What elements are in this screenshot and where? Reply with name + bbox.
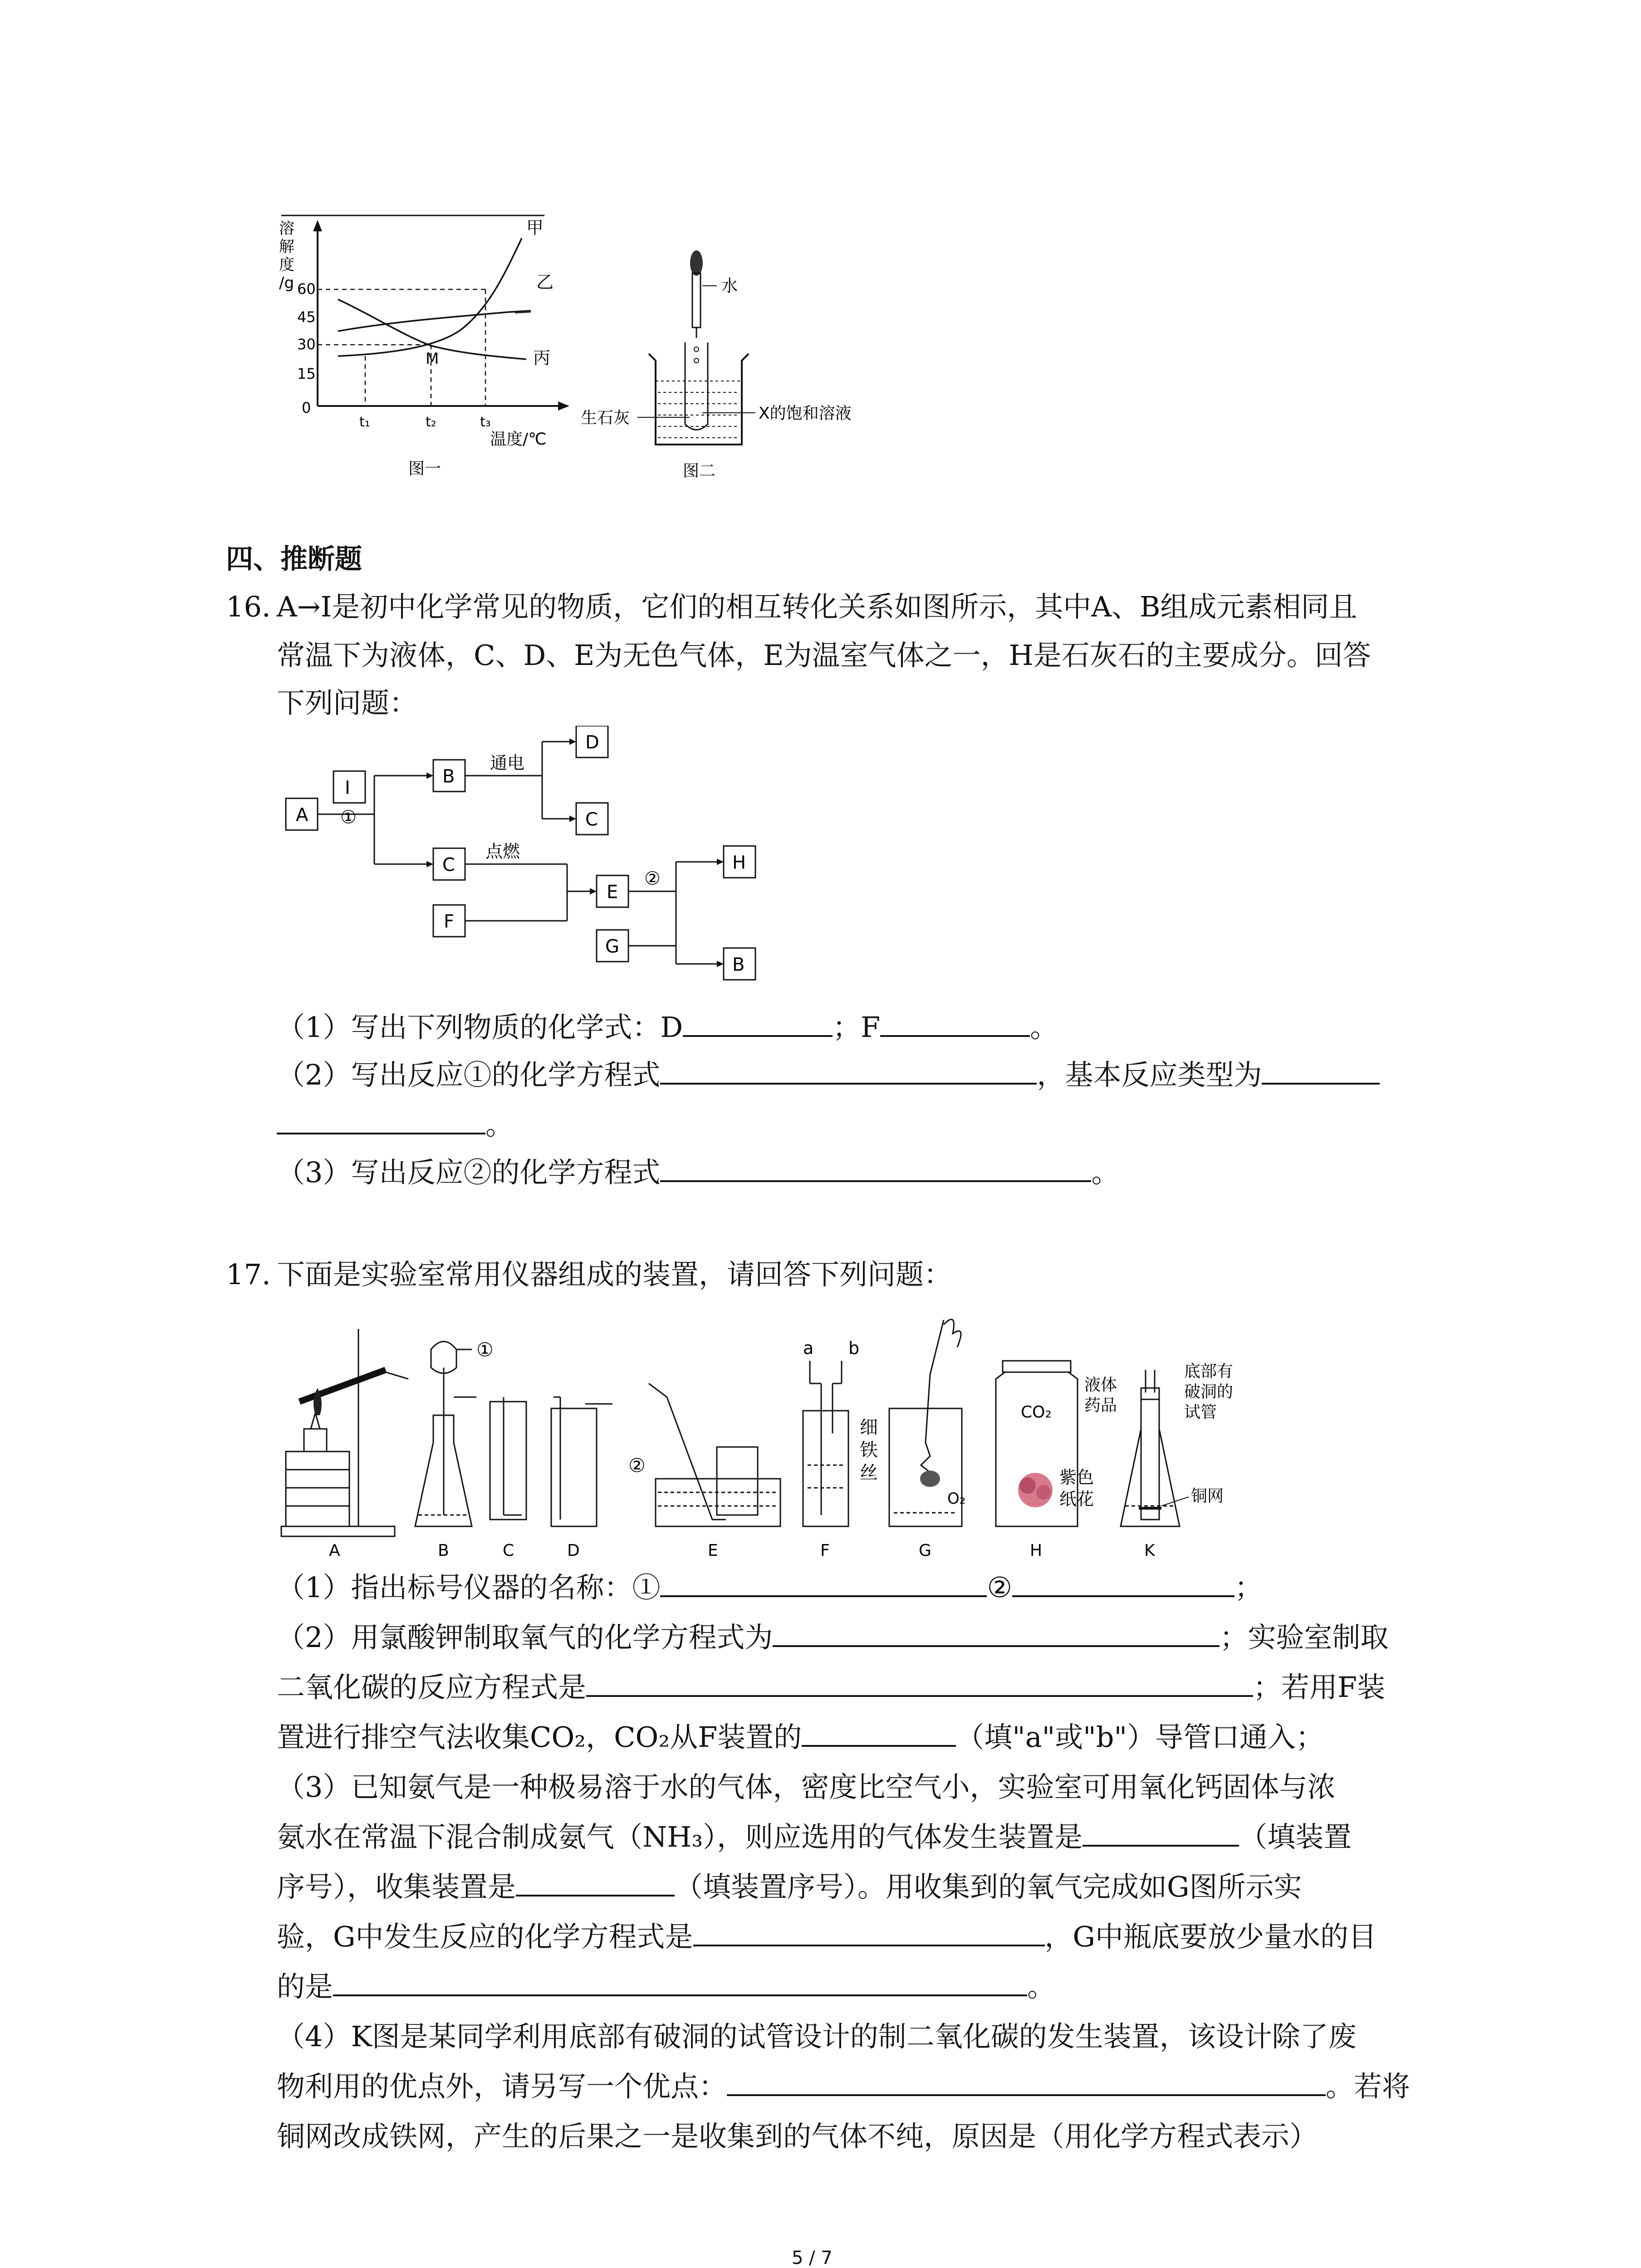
box-b: B: [442, 766, 455, 787]
x-tick-t2: t₂: [426, 414, 436, 430]
answer-blank-tube-port[interactable]: [802, 1718, 956, 1747]
figure-1-caption: 图一: [408, 459, 441, 478]
mark-2: ②: [628, 1454, 646, 1476]
answer-blank-reaction-type-b[interactable]: [277, 1105, 485, 1134]
answer-blank-reaction-type-a[interactable]: [1262, 1056, 1380, 1085]
x-tick-t1: t₁: [359, 414, 370, 430]
curve-jia: [338, 238, 522, 356]
q17-sub2-l2-a: 二氧化碳的反应方程式是: [277, 1671, 587, 1704]
box-d: D: [585, 732, 599, 753]
q16-sub1-text-b: ；F: [833, 1011, 881, 1044]
q17-sub3-line1: （3）已知氨气是一种极易溶于水的气体，密度比空气小，实验室可用氧化钙固体与浓: [277, 1770, 1336, 1804]
answer-blank-f[interactable]: [880, 1008, 1030, 1037]
q16-sub2-text-a: （2）写出反应①的化学方程式: [277, 1058, 661, 1091]
q17-sub3-l3-b: （填装置序号）。用收集到的氧气完成如G图所示实: [675, 1870, 1302, 1903]
q16-sub2-text-c: 。: [485, 1108, 514, 1141]
q16-sub3: [277, 1150, 1119, 1195]
q16-sub2-cont: [277, 1102, 514, 1148]
label-iron-3: 丝: [860, 1462, 878, 1483]
answer-blank-advantage[interactable]: [727, 2067, 1326, 2096]
q17-sub2-line1: [277, 1615, 1388, 1660]
beaker-diagram: [581, 245, 935, 490]
q16-sub3-text-a: （3）写出反应②的化学方程式: [277, 1156, 661, 1189]
answer-blank-equation-2[interactable]: [660, 1153, 1091, 1182]
answer-blank-water-purpose[interactable]: [333, 1967, 1027, 1996]
label-liquid-2: 药品: [1084, 1396, 1117, 1415]
y-tick-60: 60: [297, 280, 316, 298]
label-dianran: 点燃: [485, 841, 520, 861]
curve-label-yi: 乙: [536, 272, 554, 292]
box-a: A: [296, 805, 309, 826]
q16-number: 16.: [226, 590, 271, 623]
q17-number: 17.: [226, 1258, 271, 1291]
label-water: 水: [721, 277, 738, 295]
tube-a-label: a: [803, 1338, 814, 1358]
q17-sub2-l1-b: ；实验室制取: [1220, 1621, 1389, 1654]
answer-blank-g-equation[interactable]: [693, 1917, 1045, 1946]
label-iron-1: 细: [860, 1417, 878, 1438]
y-axis-label-3: 度: [279, 256, 294, 274]
label-tube-3: 试管: [1184, 1403, 1217, 1422]
q17-sub2-line3: [277, 1715, 1324, 1760]
label-iron-2: 铁: [860, 1440, 878, 1461]
answer-blank-kclo3-equation[interactable]: [773, 1618, 1220, 1647]
box-h: H: [732, 852, 746, 873]
box-c: C: [442, 855, 455, 875]
label-flower-2: 纸花: [1059, 1489, 1094, 1509]
label-tongdian: 通电: [490, 753, 525, 773]
q17-sub4-l2-a: 物利用的优点外，请另写一个优点：: [277, 2070, 727, 2103]
apparatus-label-e: E: [708, 1541, 718, 1560]
box-e: E: [607, 882, 618, 903]
figure-2-caption: 图二: [683, 462, 716, 480]
q17-sub3-l3-a: 序号），收集装置是: [277, 1870, 516, 1903]
answer-blank-generator[interactable]: [1083, 1818, 1239, 1847]
q17-sub2-l2-b: ；若用F装: [1253, 1671, 1386, 1704]
apparatus-label-f: F: [820, 1541, 830, 1560]
mark-1: ①: [476, 1339, 494, 1361]
y-tick-15: 15: [297, 365, 316, 382]
y-axis-label-2: 解: [279, 238, 294, 256]
q17-sub3-l4-a: 验，G中发生反应的化学方程式是: [277, 1920, 693, 1953]
q17-sub3-l5-a: 的是: [277, 1970, 333, 2003]
q16-flow-diagram: [277, 726, 798, 998]
box-c-top: C: [585, 809, 598, 830]
q17-sub1: [277, 1565, 1263, 1610]
q17-sub2-l3-b: （填"a"或"b"）导管口通入；: [956, 1721, 1324, 1754]
label-co2: CO₂: [1021, 1403, 1052, 1422]
apparatus-svg: [277, 1306, 1252, 1560]
answer-blank-equation-1[interactable]: [660, 1056, 1037, 1085]
q17-sub3-line2: [277, 1814, 1352, 1860]
y-axis-label-4: /g: [279, 274, 294, 292]
tube-b-label: b: [848, 1338, 860, 1358]
q16-flow-svg: [277, 726, 798, 998]
point-m: M: [426, 350, 439, 368]
solubility-chart: [254, 200, 590, 490]
reaction-2-label: ②: [644, 868, 661, 889]
label-quicklime: 生石灰: [581, 409, 630, 427]
label-tube-2: 破洞的: [1184, 1383, 1234, 1401]
box-g: G: [605, 936, 619, 957]
q17-sub1-text-a: （1）指出标号仪器的名称：①: [277, 1571, 661, 1604]
q17-sub2-line2: [277, 1665, 1385, 1710]
q16-sub3-text-b: 。: [1091, 1156, 1120, 1189]
answer-blank-collector[interactable]: [516, 1867, 675, 1897]
q16-line-3: 下列问题：: [277, 686, 418, 719]
q16-sub1-text-a: （1）写出下列物质的化学式：D: [277, 1011, 683, 1044]
y-tick-0: 0: [302, 399, 311, 416]
q17-sub3-l2-b: （填装置: [1239, 1820, 1352, 1853]
q17-sub1-text-b: ②: [987, 1571, 1013, 1604]
label-tube-1: 底部有: [1184, 1362, 1234, 1381]
q16-sub2-text-b: ，基本反应类型为: [1037, 1058, 1262, 1091]
section-title: 四、推断题: [226, 543, 362, 575]
label-copper: 铜网: [1191, 1487, 1224, 1505]
answer-blank-instrument-1[interactable]: [660, 1568, 987, 1597]
q17-sub4-line3: 铜网改成铁网，产生的后果之一是收集到的气体不纯，原因是（用化学方程式表示）: [277, 2120, 1318, 2153]
apparatus-label-d: D: [567, 1541, 580, 1560]
q16-sub2: [277, 1052, 1380, 1098]
q17-sub3-line3: [277, 1864, 1302, 1910]
q16-line-1: A→I是初中化学常见的物质，它们的相互转化关系如图所示，其中A、B组成元素相同且: [277, 590, 1357, 623]
curve-label-jia: 甲: [526, 218, 544, 238]
apparatus-label-b: B: [438, 1541, 449, 1560]
q17-sub1-text-c: ；: [1234, 1571, 1263, 1604]
q17-sub4-l2-b: 。若将: [1326, 2070, 1411, 2103]
q17-sub3-line5: [277, 1964, 1055, 2009]
q17-sub3-l2-a: 氨水在常温下混合制成氨气（NH₃），则应选用的气体发生装置是: [277, 1820, 1083, 1853]
answer-blank-d[interactable]: [683, 1008, 833, 1037]
q17-sub2-l3-a: 置进行排空气法收集CO₂，CO₂从F装置的: [277, 1721, 802, 1754]
figure-2-beaker: [581, 245, 935, 490]
label-flower-1: 紫色: [1059, 1467, 1094, 1487]
q17-sub4-line2: [277, 2064, 1410, 2109]
apparatus-label-h: H: [1030, 1541, 1043, 1560]
box-b-bottom: B: [732, 954, 745, 975]
q16-sub1-text-c: 。: [1030, 1011, 1058, 1044]
answer-blank-co2-equation[interactable]: [586, 1668, 1253, 1697]
q17-sub3-l5-b: 。: [1027, 1970, 1056, 2003]
q16-line-2: 常温下为液体，C、D、E为无色气体，E为温室气体之一，H是石灰石的主要成分。回答: [277, 639, 1371, 672]
apparatus-label-g: G: [919, 1541, 931, 1560]
label-saturated-solution: X的饱和溶液: [759, 404, 852, 423]
apparatus-label-c: C: [503, 1541, 514, 1560]
q17-sub3-line4: [277, 1914, 1376, 1960]
y-axis-label-1: 溶: [279, 220, 294, 238]
page-number: 5 / 7: [792, 2248, 833, 2268]
q17-sub3-l4-b: ，G中瓶底要放少量水的目: [1044, 1920, 1377, 1953]
label-o2: O₂: [947, 1490, 966, 1508]
y-tick-30: 30: [297, 336, 316, 353]
curve-label-bing: 丙: [533, 348, 551, 368]
apparatus-label-k: K: [1144, 1541, 1155, 1560]
reaction-1-label: ①: [340, 807, 357, 828]
label-liquid-1: 液体: [1084, 1376, 1117, 1394]
box-i: I: [345, 777, 350, 798]
q17-sub2-l1-a: （2）用氯酸钾制取氧气的化学方程式为: [277, 1621, 773, 1654]
x-tick-t3: t₃: [480, 414, 491, 430]
figure-1-solubility: [254, 200, 590, 490]
q17-sub4-line1: （4）K图是某同学利用底部有破洞的试管设计的制二氧化碳的发生装置，该设计除了废: [277, 2020, 1357, 2053]
answer-blank-instrument-2[interactable]: [1012, 1568, 1234, 1597]
apparatus-label-a: A: [329, 1541, 340, 1560]
x-axis-label: 温度/℃: [490, 430, 547, 449]
q17-apparatus-figure: [277, 1306, 1252, 1560]
q16-sub1: [277, 1005, 1058, 1050]
box-f: F: [444, 911, 455, 932]
q17-intro: 下面是实验室常用仪器组成的装置，请回答下列问题：: [277, 1258, 952, 1291]
y-tick-45: 45: [297, 308, 316, 326]
